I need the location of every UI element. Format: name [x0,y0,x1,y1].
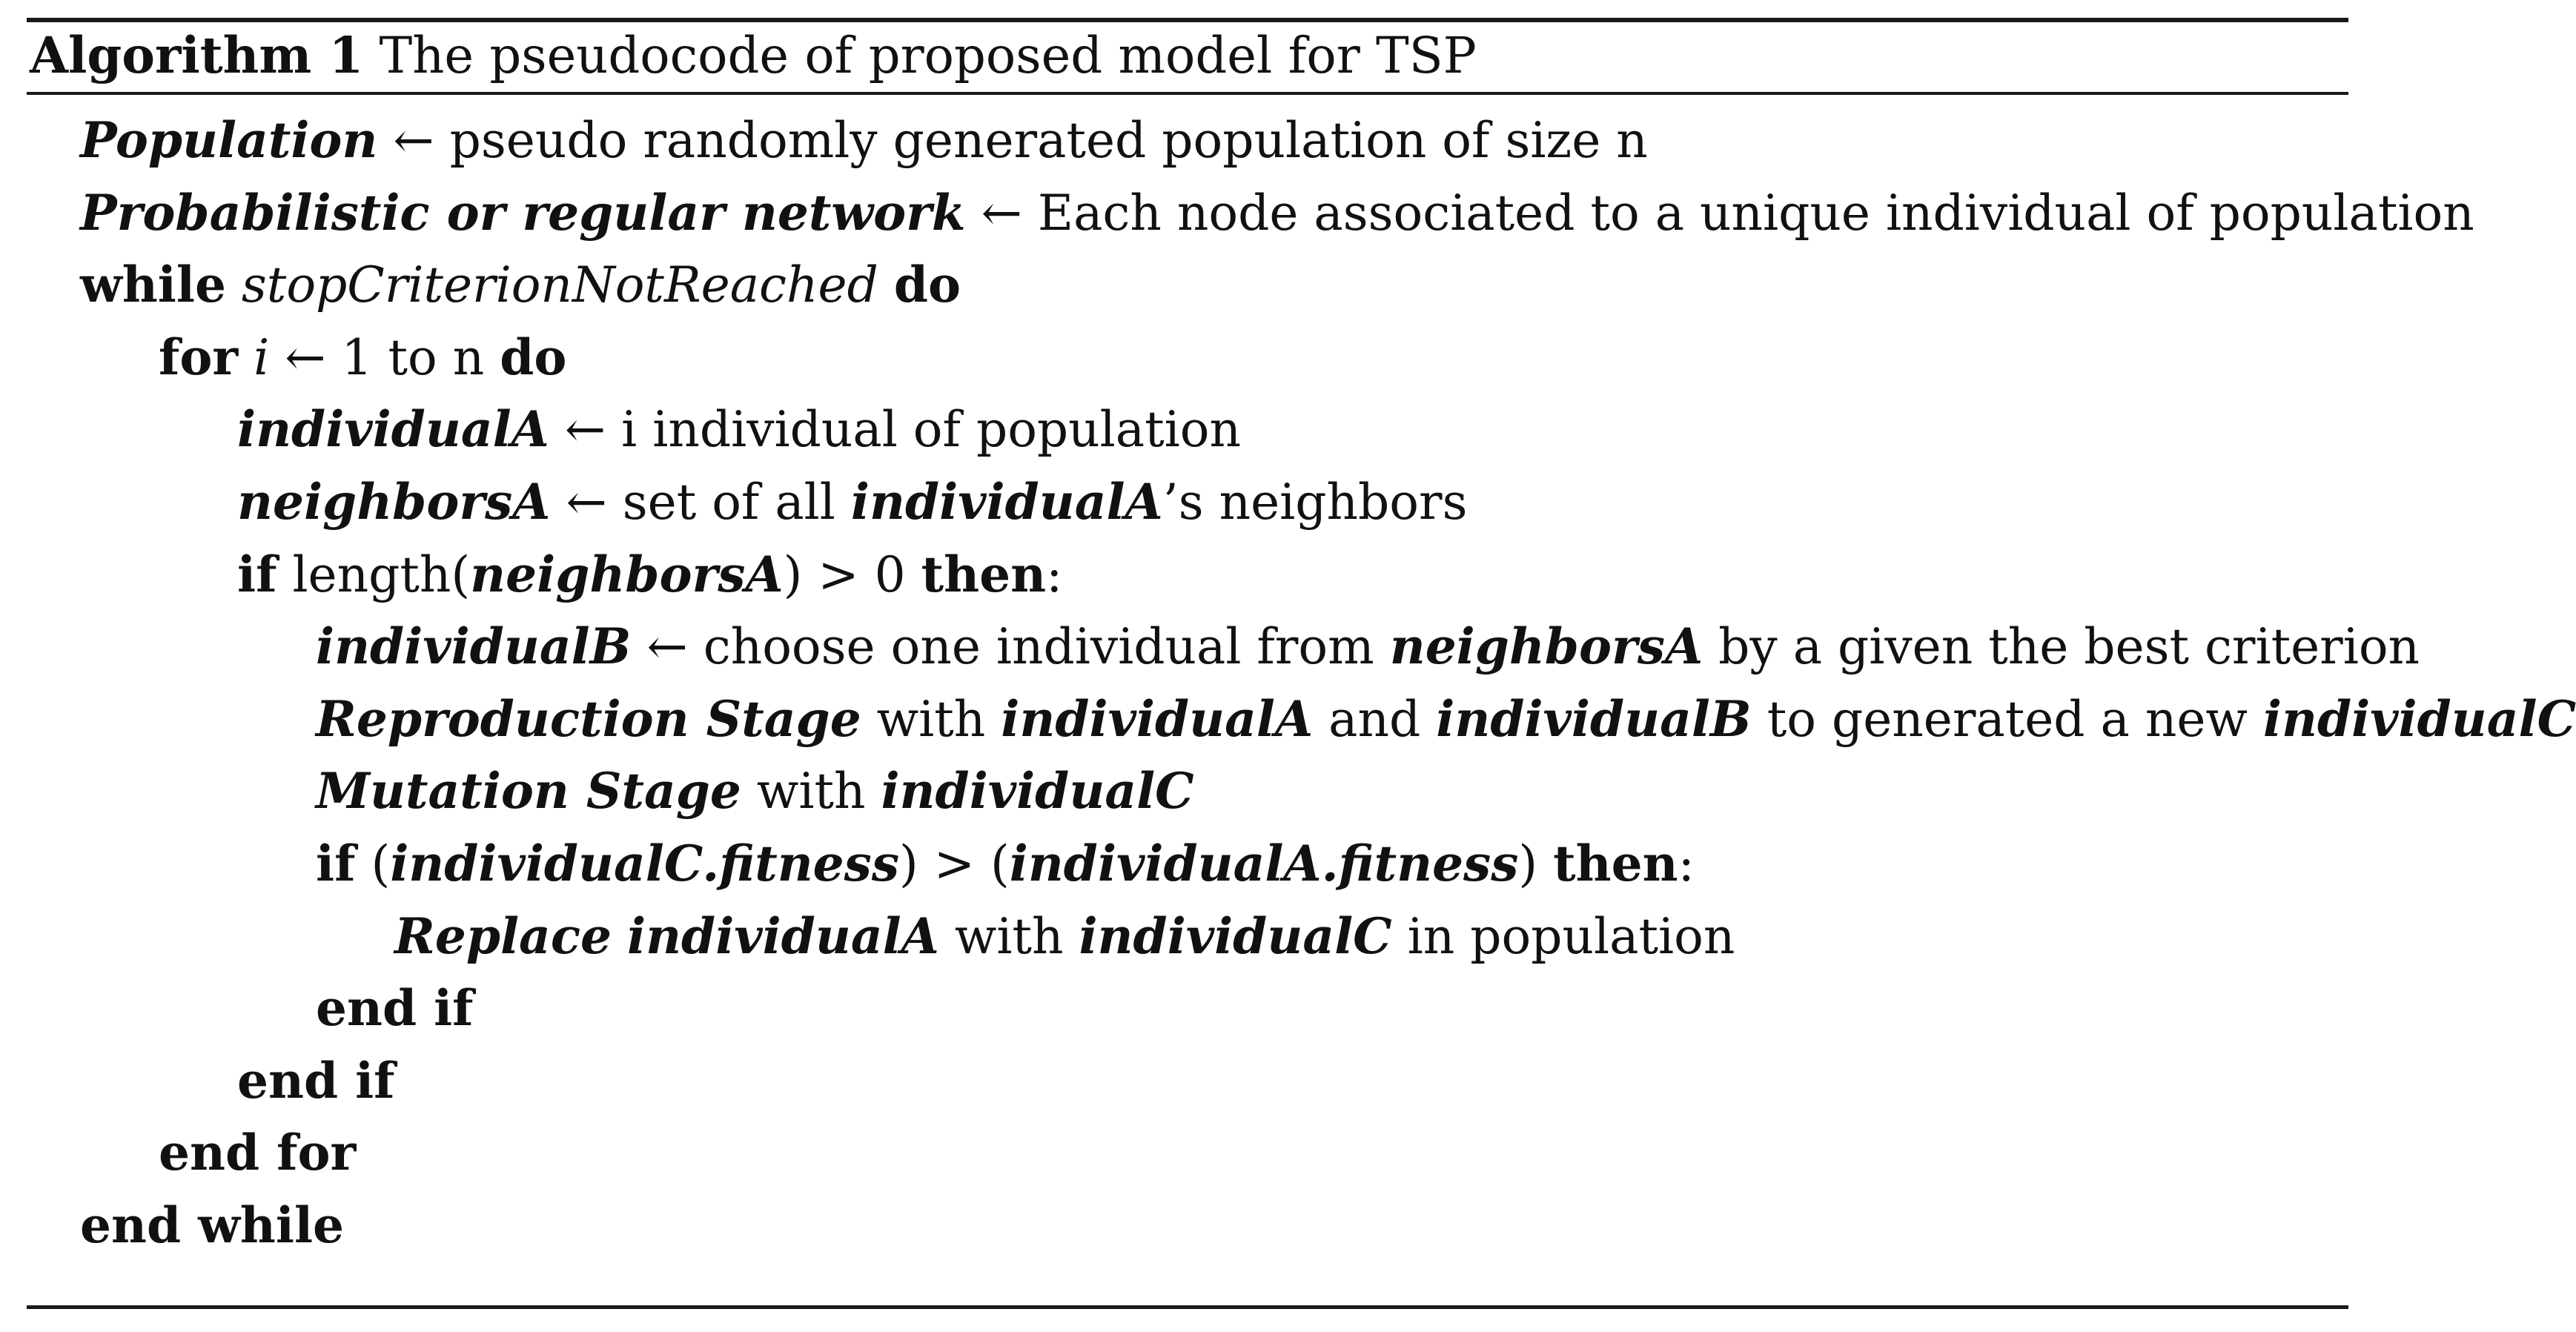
line-token: Reproduction Stage [316,689,861,748]
line-token: end if [316,979,474,1038]
algorithm-line [316,610,2420,683]
algorithm-line [80,248,961,321]
algorithm-line [80,1189,344,1262]
line-token: end while [80,1196,345,1254]
line-token: length( [277,546,471,603]
line-token: neighborsA [1389,617,1703,676]
line-token: then [921,545,1047,603]
algorithm-line [237,393,1241,465]
line-token: individualA [627,907,939,965]
line-token [878,256,894,314]
line-token: for [159,328,239,386]
line-token: Mutation Stage [316,762,741,821]
algorithm-label: Algorithm 1 [30,26,364,85]
line-token: ) [1518,835,1554,892]
line-token: do [500,328,567,386]
line-token: to generated a new [1751,690,2263,748]
line-token: Probabilistic or regular network [80,183,966,242]
line-token: if [316,835,356,892]
algorithm-line [237,538,1062,611]
algorithm-line [394,900,1735,973]
line-token [612,908,627,965]
line-token: ← 1 to n [269,328,500,386]
line-token: individualA.fitness [1009,835,1519,892]
line-token: do [893,256,961,314]
line-token: i [254,328,270,386]
line-token: with [861,690,1001,748]
line-token: end for [159,1124,357,1182]
line-token: : [1046,546,1063,603]
line-token: : [1678,835,1695,892]
line-token: in population [1391,907,1735,965]
line-token: stopCriterionNotReached [241,256,878,314]
line-token: individualA [850,473,1163,531]
line-token: ← pseudo randomly generated population of size n [377,112,1648,169]
algorithm-line [159,1116,356,1189]
algorithm-line [80,176,2474,249]
line-token [226,256,242,314]
line-token: with [938,907,1079,965]
line-token: ( [355,835,391,892]
line-token: and [1313,690,1437,748]
algorithm-line [316,755,1194,827]
line-token: individualB [316,617,632,676]
line-token: Population [80,111,378,169]
line-token: Replace [394,907,612,965]
line-token: by a given the best criterion [1703,618,2420,676]
line-token: individualC [881,762,1194,821]
algorithm-line [80,104,1648,176]
line-token: ← set of all [550,474,851,531]
line-token: with [741,763,881,821]
line-token: ) > ( [898,835,1010,892]
algorithm-line [237,1044,395,1117]
line-token: ← choose one individual from [631,618,1390,676]
line-token: ) > 0 [783,546,921,603]
algorithm-line [316,972,474,1044]
line-token: while [80,256,226,314]
line-token: ’s neighbors [1162,474,1468,531]
line-token [238,329,254,386]
line-token: individualC.fitness [390,835,899,892]
line-token: individualB [1436,689,1752,748]
algorithm-title: The pseudocode of proposed model for TSP [379,27,1477,85]
algorithm-line [316,827,1695,900]
algorithm-caption [30,22,1477,89]
line-token: neighborsA [470,545,784,603]
line-token: individualC [2262,689,2576,748]
line-token: individualA [1001,689,1314,748]
line-token: ← Each node associated to a unique individual of population [965,184,2474,242]
bottom-rule [27,1305,2348,1309]
line-token: ← i individual of population [549,401,1242,459]
caption-rule [27,92,2348,95]
line-token: neighborsA [237,473,551,531]
algorithm-line [237,465,1467,538]
line-token: if [237,545,277,603]
line-token: end if [237,1051,395,1110]
line-token: individualC [1079,907,1392,965]
algorithm-line [316,683,2576,755]
line-token: then [1553,835,1678,892]
algorithm-line [159,321,566,394]
line-token: individualA [237,400,549,459]
